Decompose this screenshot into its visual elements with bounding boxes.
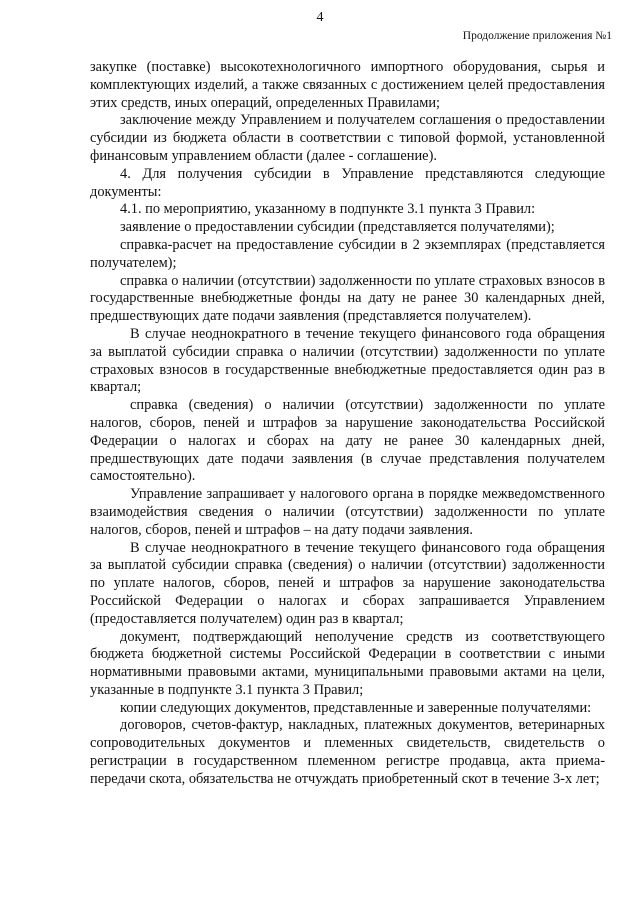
paragraph-14: договоров, счетов-фактур, накладных, платежных документов, ветеринарных сопроводительных документов и племенных свидетельств, свидетельств о регистрации в государственном племенном регистре продавца, акта приема-передачи скота, обязательства не отчуждать приобретенный скот в течение 3-х лет; (90, 717, 605, 787)
paragraph-6: справка-расчет на предоставление субсидии в 2 экземплярах (представляется получателем); (90, 236, 605, 271)
paragraph-1: закупке (поставке) высокотехнологичного импортного оборудования, сырья и комплектующих изделий, а также связанных с достижением целей предоставления этих средств, иных операций, определенных Правилами; (90, 59, 605, 111)
paragraph-2: заключение между Управлением и получателем соглашения о предоставлении субсидии из бюджета области в соответствии с типовой формой, установленной финансовым управлением области (далее - соглашение). (90, 112, 605, 164)
page-number: 4 (316, 10, 324, 25)
paragraph-7: справка о наличии (отсутствии) задолженности по уплате страховых взносов в государственные внебюджетные фонды на дату не ранее 30 календарных дней, предшествующих дате подачи заявления (представляется получателем). (90, 272, 605, 325)
paragraph-11: В случае неоднократного в течение текущего финансового года обращения за выплатой субсидии справка (сведения) о наличии (отсутствии) задолженности по уплате налогов, сборов, пеней и штрафов за нарушение законодательства Российской Федерации о налогах и сборах запрашивается Управлением (предоставляется получателем) один раз в квартал; (90, 539, 605, 627)
paragraph-3: 4. Для получения субсидии в Управление представляются следующие документы: (90, 165, 605, 200)
paragraph-13: копии следующих документов, представленные и заверенные получателями: (120, 699, 592, 716)
paragraph-5: заявление о предоставлении субсидии (представляется получателями); (120, 219, 555, 236)
document-body (90, 59, 605, 789)
paragraph-12: документ, подтверждающий неполучение средств из соответствующего бюджета бюджетной системы Российской Федерации в соответствии с иными нормативными правовыми актами, муниципальными правовыми актами на цели, указанные в подпункте 3.1 пункта 3 Правил; (90, 628, 605, 698)
paragraph-9: справка (сведения) о наличии (отсутствии) задолженности по уплате налогов, сборов, пеней и штрафов за нарушение законодательства Российской Федерации о налогах и сборах на дату не ранее 30 календарных дней, предшествующих дате подачи заявления (в случае представления получателем самостоятельно). (90, 397, 605, 485)
paragraph-10: Управление запрашивает у налогового органа в порядке межведомственного взаимодействия сведения о наличии (отсутствии) задолженности по уплате налогов, сборов, пеней и штрафов – на дату подачи заявления. (90, 486, 605, 538)
paragraph-8: В случае неоднократного в течение текущего финансового года обращения за выплатой субсидии справка о наличии (отсутствии) задолженности по уплате страховых взносов в государственные внебюджетные предоставляется один раз в квартал; (90, 325, 605, 396)
header-note: Продолжение приложения №1 (462, 30, 612, 42)
paragraph-4: 4.1. по мероприятию, указанному в подпункте 3.1 пункта 3 Правил: (120, 201, 536, 218)
